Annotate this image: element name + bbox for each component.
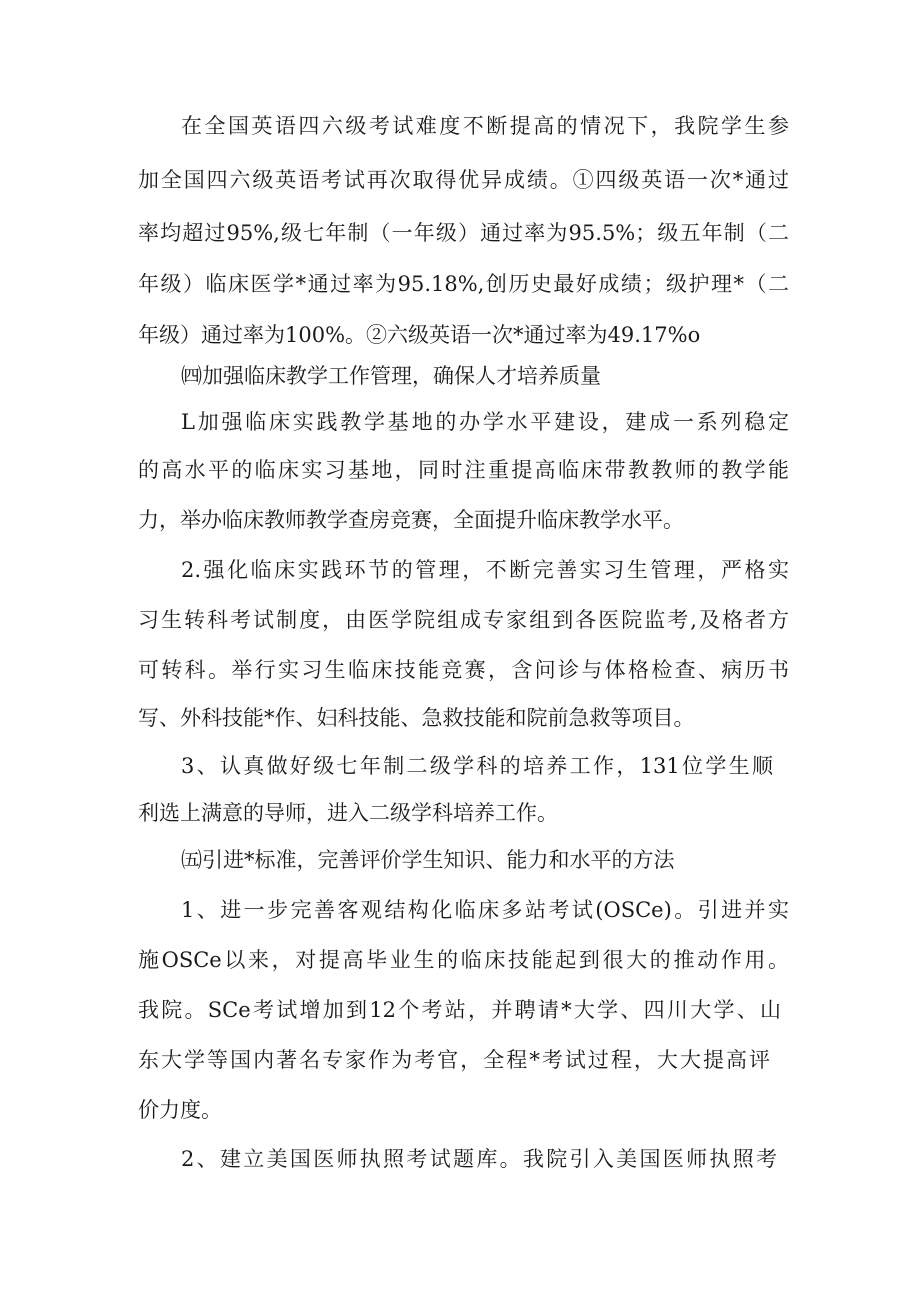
line-text: L加强临床实践教学基地的办学水平建设，建成一系列稳定 bbox=[181, 410, 789, 434]
paragraph-line bbox=[0, 106, 920, 146]
line-text: 力，举办临床教师教学查房竞赛，全面提升临床教学水平。 bbox=[138, 508, 684, 532]
paragraph-line bbox=[0, 990, 920, 1030]
paragraph-line bbox=[0, 1090, 920, 1130]
paragraph-line bbox=[0, 450, 920, 490]
paragraph-line bbox=[0, 1139, 920, 1179]
paragraph-line bbox=[0, 746, 920, 786]
paragraph-line bbox=[0, 213, 920, 253]
paragraph-line bbox=[0, 402, 920, 442]
section-heading bbox=[0, 840, 920, 880]
heading-text: ㈤引进*标准，完善评价学生知识、能力和水平的方法 bbox=[181, 848, 675, 872]
line-text: 1、进一步完善客观结构化临床多站考试(OSCe)。引进并实 bbox=[181, 898, 789, 922]
line-text: 2.强化临床实践环节的管理，不断完善实习生管理，严格实 bbox=[181, 558, 789, 582]
line-text: 在全国英语四六级考试难度不断提高的情况下，我院学生参 bbox=[181, 114, 789, 138]
section-heading bbox=[0, 356, 920, 396]
paragraph-line bbox=[0, 890, 920, 930]
line-text: 加全国四六级英语考试再次取得优异成绩。①四级英语一次*通过 bbox=[138, 168, 789, 192]
line-text: 的高水平的临床实习基地，同时注重提高临床带教教师的教学能 bbox=[138, 458, 789, 482]
paragraph-line bbox=[0, 550, 920, 590]
paragraph-line bbox=[0, 315, 920, 355]
paragraph-line bbox=[0, 160, 920, 200]
paragraph-line bbox=[0, 650, 920, 690]
line-text: 东大学等国内著名专家作为考官，全程*考试过程，大大提高评 bbox=[138, 1048, 770, 1072]
paragraph-line bbox=[0, 264, 920, 304]
line-text: 3、认真做好级七年制二级学科的培养工作，131位学生顺 bbox=[181, 754, 773, 778]
paragraph-line bbox=[0, 500, 920, 540]
line-text: 价力度。 bbox=[138, 1098, 222, 1122]
line-text: 利选上满意的导师，进入二级学科培养工作。 bbox=[138, 801, 558, 825]
heading-text: ㈣加强临床教学工作管理，确保人才培养质量 bbox=[181, 364, 601, 388]
line-text: 率均超过95%,级七年制（一年级）通过率为95.5%；级五年制（二 bbox=[138, 221, 789, 245]
line-text: 年级）通过率为100%。②六级英语一次*通过率为49.17%o bbox=[138, 323, 701, 347]
paragraph-line bbox=[0, 793, 920, 833]
paragraph-line bbox=[0, 600, 920, 640]
line-text: 可转科。举行实习生临床技能竞赛，含问诊与体格检查、病历书 bbox=[138, 658, 789, 682]
line-text: 年级）临床医学*通过率为95.18%,创历史最好成绩；级护理*（二 bbox=[138, 272, 789, 296]
line-text: 施OSCe以来，对提高毕业生的临床技能起到很大的推动作用。 bbox=[138, 948, 789, 972]
line-text: 写、外科技能*作、妇科技能、急救技能和院前急救等项目。 bbox=[138, 706, 695, 730]
line-text: 习生转科考试制度，由医学院组成专家组到各医院监考,及格者方 bbox=[138, 608, 789, 632]
paragraph-line bbox=[0, 698, 920, 738]
line-text: 2、建立美国医师执照考试题库。我院引入美国医师执照考 bbox=[181, 1147, 777, 1171]
paragraph-line bbox=[0, 940, 920, 980]
paragraph-line bbox=[0, 1040, 920, 1080]
line-text: 我院。SCe考试增加到12个考站，并聘请*大学、四川大学、山 bbox=[138, 998, 781, 1022]
